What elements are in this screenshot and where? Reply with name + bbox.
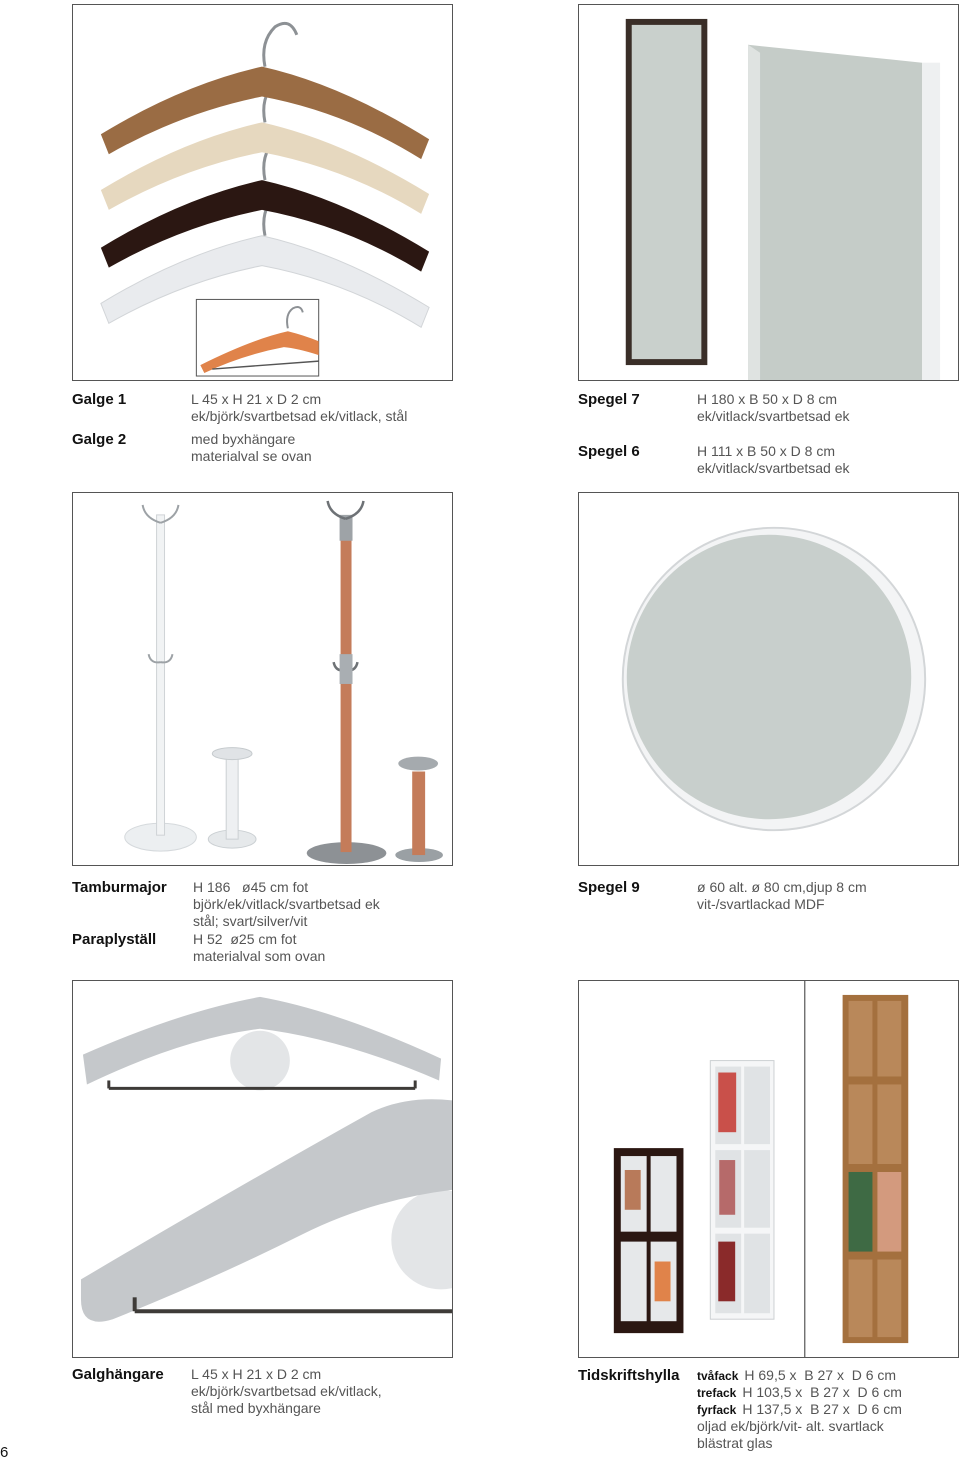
tidskriftshylla-size-row (697, 1367, 896, 1385)
tidskriftshylla-name: Tidskriftshylla (578, 1367, 680, 1384)
tidskriftshylla-size-value: H 69,5 x B 27 x D 6 cm (744, 1367, 897, 1383)
tamburmajor-name: Tamburmajor (72, 879, 167, 896)
coat-stands-photo (72, 492, 453, 866)
galge1-spec-material: ek/björk/svartbetsad ek/vitlack, stål (191, 408, 408, 424)
galge1-spec-dimensions: L 45 x H 21 x D 2 cm (191, 391, 322, 407)
spegel7-spec-dimensions: H 180 x B 50 x D 8 cm (697, 391, 838, 407)
tidskriftshylla-size-label: trefack (697, 1386, 737, 1400)
galge2-spec-feature: med byxhängare (191, 431, 296, 447)
galge2-spec-material: materialval se ovan (191, 448, 312, 464)
paraplystall-spec-material: materialval som ovan (193, 948, 326, 964)
galghangare-spec-steel: stål med byxhängare (191, 1400, 321, 1416)
trouser-hanger-photo (72, 980, 453, 1358)
tidskriftshylla-size-label: tvåfack (697, 1369, 739, 1383)
tidskriftshylla-size-label: fyrfack (697, 1403, 737, 1417)
mirrors-illustration (579, 5, 958, 380)
galghangare-spec-dimensions: L 45 x H 21 x D 2 cm (191, 1366, 322, 1382)
hangers-illustration (73, 5, 452, 380)
spegel9-spec-material: vit-/svartlackad MDF (697, 896, 825, 912)
spegel6-name: Spegel 6 (578, 443, 640, 460)
trouser-hanger-illustration (73, 981, 452, 1357)
tidskriftshylla-spec-material: oljad ek/björk/vit- alt. svartlack (697, 1418, 884, 1434)
tamburmajor-spec-dimensions: H 186 ø45 cm fot (193, 879, 309, 895)
galge2-name: Galge 2 (72, 431, 127, 448)
round-mirror-illustration (579, 493, 958, 865)
tamburmajor-spec-wood: björk/ek/vitlack/svartbetsad ek (193, 896, 380, 912)
spegel9-spec-dimensions: ø 60 alt. ø 80 cm,djup 8 cm (697, 879, 867, 895)
spegel6-spec-dimensions: H 111 x B 50 x D 8 cm (697, 443, 835, 459)
spegel7-name: Spegel 7 (578, 391, 640, 408)
magazine-shelf-photo (578, 980, 959, 1358)
tidskriftshylla-size-row (697, 1384, 902, 1402)
tidskriftshylla-size-value: H 103,5 x B 27 x D 6 cm (742, 1384, 902, 1400)
hangers-photo (72, 4, 453, 381)
magazine-shelf-illustration (579, 981, 958, 1357)
tidskriftshylla-size-value: H 137,5 x B 27 x D 6 cm (742, 1401, 902, 1417)
spegel6-spec-material: ek/vitlack/svartbetsad ek (697, 460, 850, 476)
galge1-name: Galge 1 (72, 391, 127, 408)
mirrors-photo (578, 4, 959, 381)
spegel9-name: Spegel 9 (578, 879, 640, 896)
galghangare-spec-material: ek/björk/svartbetsad ek/vitlack, (191, 1383, 382, 1399)
spegel7-spec-material: ek/vitlack/svartbetsad ek (697, 408, 850, 424)
tamburmajor-spec-steel: stål; svart/silver/vit (193, 913, 308, 929)
round-mirror-photo (578, 492, 959, 866)
paraplystall-name: Paraplyställ (72, 931, 157, 948)
page-number: 6 (0, 1444, 9, 1461)
tidskriftshylla-size-row (697, 1401, 902, 1419)
galghangare-name: Galghängare (72, 1366, 164, 1383)
tidskriftshylla-spec-glass: blästrat glas (697, 1435, 773, 1451)
paraplystall-spec-dimensions: H 52 ø25 cm fot (193, 931, 297, 947)
coat-stands-illustration (73, 493, 452, 865)
